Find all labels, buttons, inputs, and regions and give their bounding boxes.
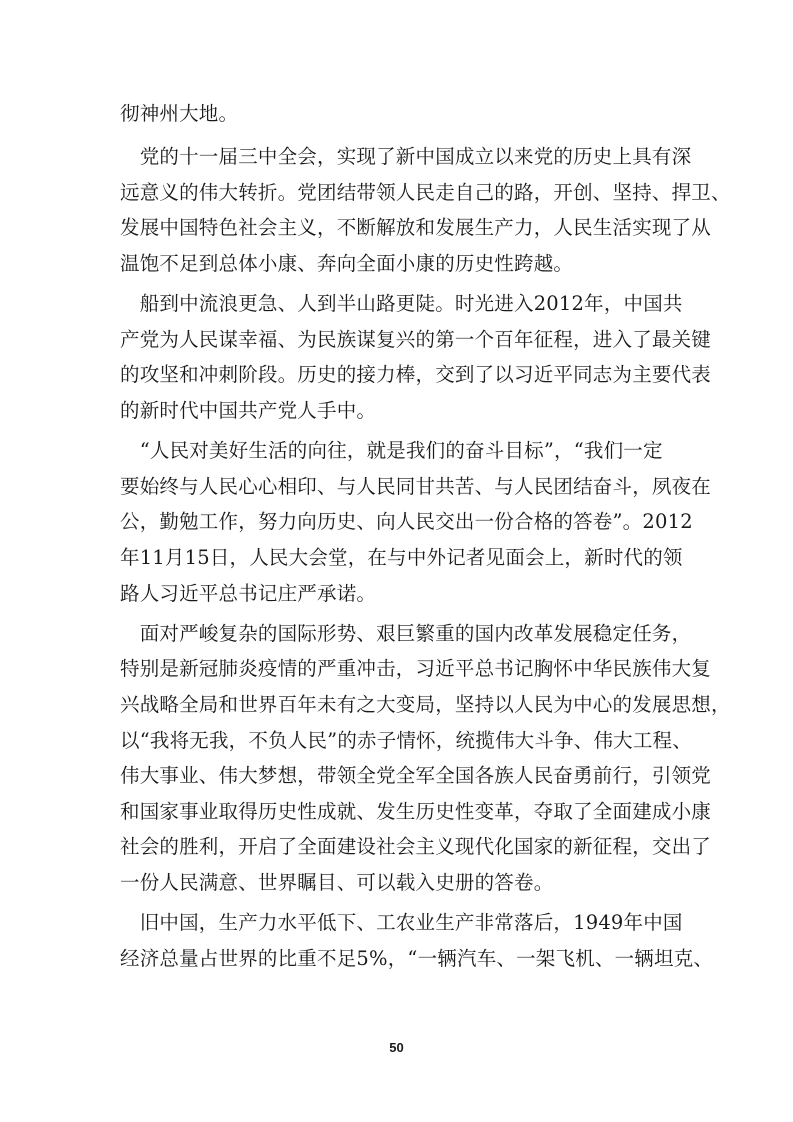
- text-line: 彻神州大地。: [120, 102, 239, 125]
- text-line: 特别是新冠肺炎疫情的严重冲击，习近平总书记胸怀中华民族伟大复: [120, 657, 712, 680]
- text-line: 面对严峻复杂的国际形势、艰巨繁重的国内改革发展稳定任务，: [120, 622, 692, 645]
- text-line: 发展中国特色社会主义，不断解放和发展生产力，人民生活实现了从: [120, 216, 712, 239]
- text-line: 旧中国，生产力水平低下、工农业生产非常落后，1949年中国: [120, 911, 683, 934]
- text-line: 伟大事业、伟大梦想，带领全党全军全国各族人民奋勇前行，引领党: [120, 764, 712, 787]
- text-line: “人民对美好生活的向往，就是我们的奋斗目标”，“我们一定: [120, 439, 663, 462]
- text-line: 社会的胜利，开启了全面建设社会主义现代化国家的新征程，交出了: [120, 835, 712, 858]
- text-line: 的攻坚和冲刺阶段。历史的接力棒，交到了以习近平同志为主要代表: [120, 363, 712, 386]
- page-number: 50: [389, 1040, 404, 1055]
- text-line: 兴战略全局和世界百年未有之大变局，坚持以人民为中心的发展思想，: [120, 693, 731, 716]
- text-line: 要始终与人民心心相印、与人民同甘共苦、与人民团结奋斗，夙夜在: [120, 475, 712, 498]
- text-line: 和国家事业取得历史性成就、发生历史性变革，夺取了全面建成小康: [120, 800, 712, 823]
- text-line: 路人习近平总书记庄严承诺。: [120, 582, 377, 605]
- text-line: 经济总量占世界的比重不足5%，“一辆汽车、一架飞机、一辆坦克、: [120, 947, 714, 970]
- text-line: 一份人民满意、世界瞩目、可以载入史册的答卷。: [120, 871, 554, 894]
- text-line: 以“我将无我，不负人民”的赤子情怀，统揽伟大斗争、伟大工程、: [120, 729, 692, 752]
- text-line: 的新时代中国共产党人手中。: [120, 399, 377, 422]
- text-line: 温饱不足到总体小康、奔向全面小康的历史性跨越。: [120, 252, 574, 275]
- text-line: 党的十一届三中全会，实现了新中国成立以来党的历史上具有深: [120, 145, 692, 168]
- text-line: 年11月15日，人民大会堂，在与中外记者见面会上，新时代的领: [120, 546, 683, 569]
- text-line: 公，勤勉工作，努力向历史、向人民交出一份合格的答卷”。2012: [120, 510, 693, 533]
- text-line: 远意义的伟大转折。党团结带领人民走自己的路，开创、坚持、捍卫、: [120, 181, 731, 204]
- text-line: 产党为人民谋幸福、为民族谋复兴的第一个百年征程，进入了最关键: [120, 328, 712, 351]
- text-line: 船到中流浪更急、人到半山路更陡。时光进入2012年，中国共: [120, 292, 683, 315]
